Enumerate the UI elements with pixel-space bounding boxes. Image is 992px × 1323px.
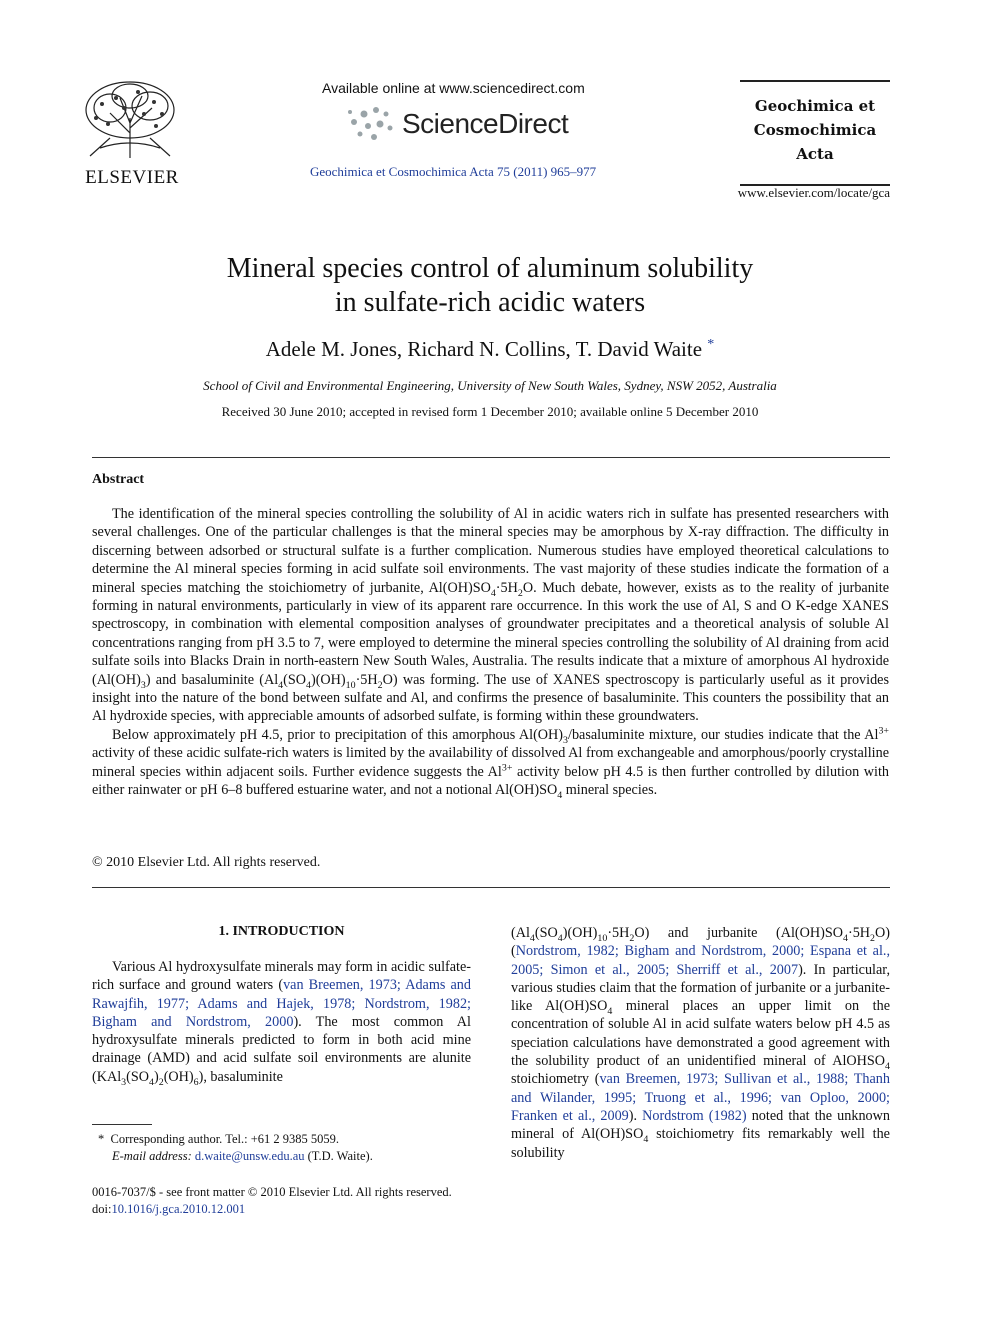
citation-link[interactable]: van Breemen, 1973; Sullivan et al., 1988; Thanh and Wilander, 1995; Truong et al., 1996; van Oploo, 2000; Franken et al., 2009 xyxy=(511,1071,890,1124)
abstract-heading: Abstract xyxy=(92,472,145,487)
footnote-rule xyxy=(92,1124,152,1125)
divider xyxy=(92,457,890,458)
intro-paragraph: $(Al_4(SO_4)(OH)_{10}\cdot 5H_2O)$ and jurbanite $(Al(OH)SO_4\cdot 5H_2O)$ (Nordstrom, 1982; Bigham and Nordstrom, 2000; Espana et al., 2005; Simon et al., 2005; Sherriff et al., 2007). In particular, various studies claim that the formation of jurbanite or a jurbanite-like $Al(OH)SO_4$ mineral places an upper limit on the concentration of soluble Al in acid sulfate waters below pH 4.5 as speciation calculations have demonstrated a good agreement with the solubility product of an unidentified mineral of AlOHSO$_4$ stoichiometry (van Breemen, 1973; Sullivan et al., 1988; Thanh and Wilander, 1995; Truong et al., 1996; van Oploo, 2000; Franken et al., 2009). Nordstrom (1982) noted that the unknown mineral of $Al(OH)SO_4$ stoichiometry fits remarkably well the solubility xyxy=(511,925,891,1161)
elsevier-tree-icon xyxy=(80,78,180,160)
author-list xyxy=(100,337,880,362)
title-line: in sulfate-rich acidic waters xyxy=(334,287,646,318)
received-dates: Received 30 June 2010; accepted in revised form 1 December 2010; available online 5 December 2010 xyxy=(221,404,759,419)
sciencedirect-label: ScienceDirect xyxy=(402,108,569,139)
citation-link[interactable]: Nordstrom, 1982; Bigham and Nordstrom, 2000; Espana et al., 2005; Simon et al., 2005; Sherriff et al., 2007 xyxy=(511,943,890,978)
authors: Adele M. Jones, Richard N. Collins, T. David Waite xyxy=(265,337,703,361)
elsevier-logo xyxy=(80,78,184,188)
doi-link[interactable]: 10.1016/j.gca.2010.12.001 xyxy=(111,1202,246,1216)
intro-paragraph: Various Al hydroxysulfate minerals may form in acidic sulfate-rich surface and ground waters (van Breemen, 1973; Adams and Rawajfih, 1977; Adams and Hajek, 1978; Nordstrom, 1982; Bigham and Nordstrom, 2000). The most common Al hydroxysulfate minerals predicted to form in both acid mine drainage (AMD) and acid sulfate soil environments are alunite $(KAl_3(SO_4)_2(OH)_6)$, basaluminite xyxy=(92,959,471,1088)
title-line: Mineral species control of aluminum solubility xyxy=(226,253,754,284)
journal-url[interactable]: www.elsevier.com/locate/gca xyxy=(737,185,890,200)
journal-name-line: Acta xyxy=(796,145,834,163)
corresponding-author-note: * Corresponding author. Tel.: +61 2 9385 5059. xyxy=(98,1132,339,1146)
journal-name-line: Geochimica et xyxy=(754,97,876,115)
affiliation: School of Civil and Environmental Engineering, University of New South Wales, Sydney, NSW 2052, Australia xyxy=(203,378,777,393)
divider xyxy=(92,887,890,888)
abstract-copyright: © 2010 Elsevier Ltd. All rights reserved. xyxy=(92,855,321,870)
section-heading: 1. INTRODUCTION xyxy=(218,924,345,939)
sciencedirect-dots-icon xyxy=(346,104,398,142)
journal-name xyxy=(740,94,890,166)
journal-name-line: Cosmochimica xyxy=(753,121,877,139)
citation-link[interactable]: Nordstrom (1982) xyxy=(642,1107,747,1124)
doi-line: doi:10.1016/j.gca.2010.12.001 xyxy=(92,1202,246,1216)
article-title xyxy=(100,252,880,320)
email-note: E-mail address: d.waite@unsw.edu.au (T.D. Waite). xyxy=(112,1149,373,1163)
right-column xyxy=(511,924,890,1162)
sciencedirect-logo[interactable] xyxy=(346,104,586,144)
abstract-paragraph: Below approximately pH 4.5, prior to precipitation of this amorphous $Al(OH)_3$/basaluminite mixture, our studies indicate that the $Al^{3+}$ activity of these acidic sulfate-rich waters is limited by the availability of dissolved Al from exchangeable and amorphous/poorly crystalline mineral species within adjacent soils. Further evidence suggests the $Al^{3+}$ activity below pH 4.5 is then further controlled by dilution with either rainwater or pH 6–8 buffered estuarine water, and not a notional $Al(OH)SO_4$ mineral species. xyxy=(92,725,889,801)
email-link[interactable]: d.waite@unsw.edu.au xyxy=(194,1149,305,1163)
corresponding-author-mark[interactable]: * xyxy=(707,337,715,352)
available-online[interactable]: Available online at www.sciencedirect.com xyxy=(322,80,585,96)
journal-citation[interactable]: Geochimica et Cosmochimica Acta 75 (2011) 965–977 xyxy=(310,164,597,179)
footnote xyxy=(92,1131,492,1165)
abstract-body xyxy=(92,505,889,800)
abstract-paragraph: The identification of the mineral species controlling the solubility of Al in acidic waters rich in sulfate has presented researchers with several challenges. One of the particular challenges is that the mineral species may be amorphous by X-ray diffraction. The difficulty in discerning between adsorbed or structural sulfate is a further complication. Numerous studies have employed theoretical calculations to determine the Al mineral species forming in acid sulfate soil environments. The vast majority of these studies indicate the formation of a mineral species matching the stoichiometry of jurbanite, $Al(OH)SO_4\cdot 5H_2O$. Much debate, however, exists as to the reality of jurbanite forming in natural environments, particularly in view of its apparent rare occurrence. In this work the use of Al, S and O K-edge XANES spectroscopy, in combination with elemental composition analyses of groundwater precipitates and a theoretical analysis of soluble Al concentrations ranging from pH 3.5 to 7, were employed to determine the mineral species controlling the solubility of Al draining from acid sulfate soils into Blacks Drain in north-eastern New South Wales, Australia. The results indicate that a mixture of amorphous Al hydroxide $(Al(OH)_3)$ and basaluminite $(Al_4(SO_4)(OH)_{10}\cdot 5H_2O)$ was forming. The use of XANES spectroscopy is particularly useful as it provides insight into the nature of the bond between sulfate and Al, and confirms the presence of basaluminite. This counters the possibility that an Al hydroxide species, with appreciable amounts of adsorbed sulfate, is forming within these groundwaters. xyxy=(92,506,889,725)
front-matter xyxy=(92,1184,452,1218)
citation-link[interactable]: van Breemen, 1973; Adams and Rawajfih, 1977; Adams and Hajek, 1978; Nordstrom, 1982; Bigham and Nordstrom, 2000 xyxy=(92,977,471,1030)
issn-line: 0016-7037/$ - see front matter © 2010 Elsevier Ltd. All rights reserved. xyxy=(92,1185,452,1199)
publisher-name: ELSEVIER xyxy=(85,167,179,188)
journal-title-box xyxy=(740,80,890,186)
left-column xyxy=(92,958,471,1086)
